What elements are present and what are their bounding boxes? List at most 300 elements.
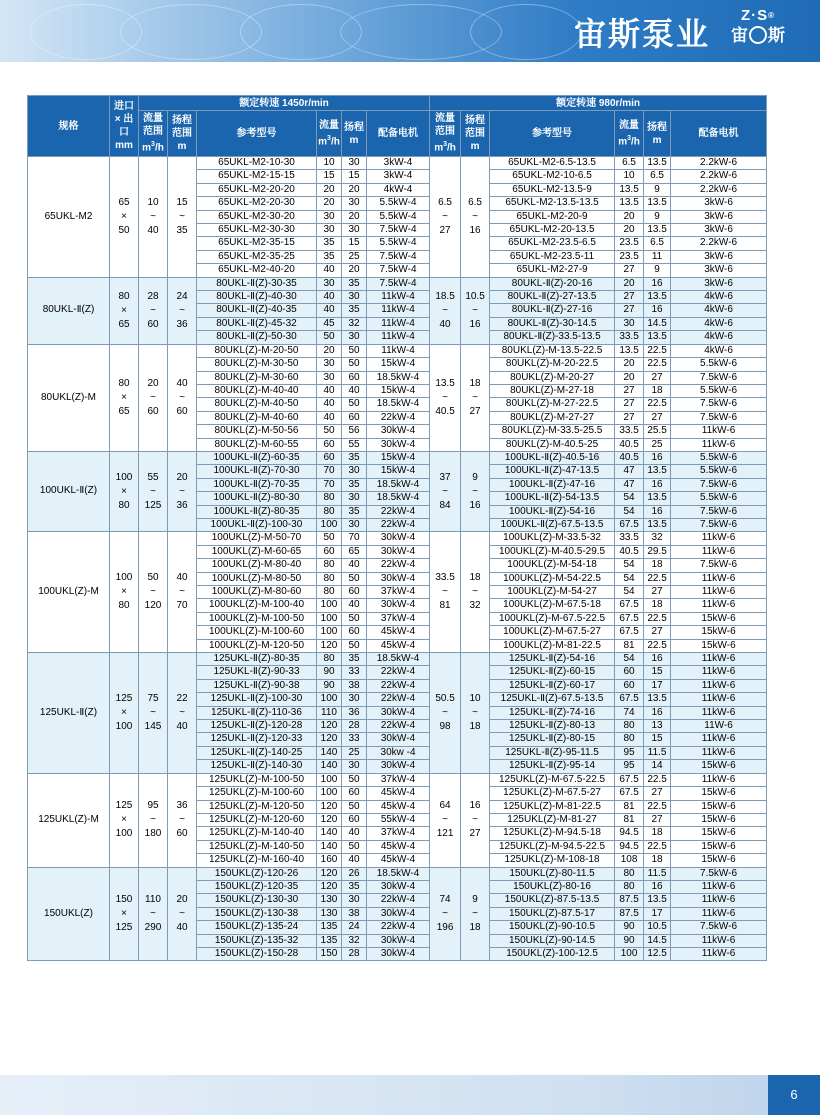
cell-flow-980: 74: [615, 706, 644, 719]
cell-head-980: 22.5: [644, 840, 671, 853]
cell-model-1450: 100UKL(Z)-M-60-65: [197, 545, 317, 558]
cell-motor-980: 5.5kW-6: [671, 358, 767, 371]
group-flow-range-980: 13.5 ~ 40.5: [430, 344, 461, 451]
cell-motor-980: 7.5kW-6: [671, 518, 767, 531]
cell-flow-980: 10: [615, 170, 644, 183]
cell-model-1450: 80UKL(Z)-M-40-40: [197, 384, 317, 397]
header-inlet: 进口 × 出口 mm: [110, 96, 139, 157]
cell-motor-1450: 11kW-4: [367, 344, 430, 357]
cell-flow-980: 67.5: [615, 787, 644, 800]
cell-head-1450: 38: [342, 907, 367, 920]
cell-head-980: 13.5: [644, 157, 671, 170]
group-spec: 65UKL-M2: [28, 157, 110, 278]
cell-head-1450: 15: [342, 237, 367, 250]
cell-model-980: 150UKL(Z)-80-11.5: [490, 867, 615, 880]
cell-flow-1450: 50: [317, 331, 342, 344]
cell-model-1450: 100UKL-Ⅱ(Z)-80-30: [197, 492, 317, 505]
cell-model-1450: 100UKL(Z)-M-50-70: [197, 532, 317, 545]
cell-head-1450: 32: [342, 934, 367, 947]
cell-head-980: 10.5: [644, 921, 671, 934]
cell-model-980: 150UKL(Z)-80-16: [490, 880, 615, 893]
cell-motor-980: 11kW-6: [671, 894, 767, 907]
cell-motor-980: 11kW-6: [671, 679, 767, 692]
cell-head-980: 17: [644, 679, 671, 692]
cell-model-1450: 65UKL-M2-35-25: [197, 250, 317, 263]
cell-flow-1450: 15: [317, 170, 342, 183]
table-row: [28, 157, 767, 170]
cell-motor-1450: 30kW-4: [367, 438, 430, 451]
cell-flow-1450: 35: [317, 250, 342, 263]
cell-flow-980: 80: [615, 867, 644, 880]
cell-flow-980: 67.5: [615, 773, 644, 786]
cell-flow-980: 100: [615, 947, 644, 960]
cell-motor-980: 15kW-6: [671, 760, 767, 773]
cell-model-1450: 65UKL-M2-10-30: [197, 157, 317, 170]
cell-model-980: 125UKL(Z)-M-94.5-18: [490, 827, 615, 840]
group-spec: 150UKL(Z): [28, 867, 110, 961]
cell-motor-1450: 22kW-4: [367, 666, 430, 679]
cell-head-980: 13.5: [644, 693, 671, 706]
cell-flow-980: 60: [615, 666, 644, 679]
table-row: [28, 451, 767, 464]
cell-model-980: 100UKL-Ⅱ(Z)-54-13.5: [490, 492, 615, 505]
cell-flow-1450: 10: [317, 157, 342, 170]
cell-motor-1450: 7.5kW-4: [367, 250, 430, 263]
spec-group: [28, 867, 767, 961]
cell-flow-1450: 100: [317, 693, 342, 706]
group-flow-range-1450: 28 ~ 60: [139, 277, 168, 344]
cell-model-1450: 65UKL-M2-30-20: [197, 210, 317, 223]
cell-flow-980: 13.5: [615, 197, 644, 210]
cell-head-980: 22.5: [644, 612, 671, 625]
cell-model-1450: 125UKL(Z)-M-140-50: [197, 840, 317, 853]
cell-motor-980: 15kW-6: [671, 854, 767, 867]
cell-model-1450: 80UKL-Ⅱ(Z)-45-32: [197, 317, 317, 330]
cell-flow-980: 30: [615, 317, 644, 330]
group-spec: 125UKL(Z)-M: [28, 773, 110, 867]
cell-model-1450: 100UKL-Ⅱ(Z)-70-35: [197, 478, 317, 491]
cell-motor-1450: 45kW-4: [367, 854, 430, 867]
header-speed-1450: 额定转速 1450r/min: [139, 96, 430, 111]
cell-flow-1450: 100: [317, 599, 342, 612]
cell-head-1450: 24: [342, 921, 367, 934]
cell-flow-1450: 80: [317, 505, 342, 518]
group-head-range-1450: 20 ~ 36: [168, 451, 197, 531]
cell-motor-1450: 30kW-4: [367, 599, 430, 612]
cell-head-1450: 33: [342, 666, 367, 679]
cell-motor-980: 3kW-6: [671, 277, 767, 290]
cell-head-1450: 50: [342, 840, 367, 853]
cell-head-1450: 25: [342, 746, 367, 759]
cell-motor-1450: 18.5kW-4: [367, 653, 430, 666]
cell-model-1450: 65UKL-M2-20-30: [197, 197, 317, 210]
group-head-range-1450: 40 ~ 60: [168, 344, 197, 451]
cell-head-980: 11: [644, 250, 671, 263]
cell-flow-980: 40.5: [615, 438, 644, 451]
cell-flow-1450: 60: [317, 451, 342, 464]
cell-motor-980: 7.5kW-6: [671, 411, 767, 424]
cell-model-980: 100UKL-Ⅱ(Z)-47-16: [490, 478, 615, 491]
cell-head-980: 13: [644, 720, 671, 733]
cell-model-1450: 65UKL-M2-30-30: [197, 224, 317, 237]
cell-head-1450: 33: [342, 733, 367, 746]
cell-head-1450: 25: [342, 250, 367, 263]
cell-head-1450: 40: [342, 384, 367, 397]
cell-head-980: 13.5: [644, 465, 671, 478]
cell-motor-1450: 22kW-4: [367, 559, 430, 572]
cell-motor-980: 11kW-6: [671, 425, 767, 438]
group-flow-range-980: 6.5 ~ 27: [430, 157, 461, 278]
group-head-range-980: 16 ~ 27: [461, 773, 490, 867]
cell-flow-1450: 80: [317, 492, 342, 505]
cell-head-980: 16: [644, 505, 671, 518]
cell-motor-1450: 30kW-4: [367, 733, 430, 746]
cell-motor-980: 4kW-6: [671, 317, 767, 330]
cell-model-980: 100UKL(Z)-M-33.5-32: [490, 532, 615, 545]
cell-head-1450: 50: [342, 344, 367, 357]
cell-motor-1450: 30kW-4: [367, 947, 430, 960]
cell-model-1450: 150UKL(Z)-135-32: [197, 934, 317, 947]
cell-head-980: 27: [644, 586, 671, 599]
cell-head-1450: 40: [342, 599, 367, 612]
cell-flow-980: 40.5: [615, 451, 644, 464]
cell-motor-1450: 30kW-4: [367, 425, 430, 438]
cell-motor-980: 4kW-6: [671, 304, 767, 317]
cell-model-980: 125UKL-Ⅱ(Z)-80-15: [490, 733, 615, 746]
cell-flow-1450: 30: [317, 210, 342, 223]
group-flow-range-980: 64 ~ 121: [430, 773, 461, 867]
cell-flow-980: 94.5: [615, 827, 644, 840]
cell-flow-980: 23.5: [615, 250, 644, 263]
cell-motor-1450: 15kW-4: [367, 358, 430, 371]
cell-model-980: 80UKL(Z)-M-27-27: [490, 411, 615, 424]
cell-flow-980: 54: [615, 586, 644, 599]
group-inlet: 100 × 80: [110, 532, 139, 653]
cell-flow-1450: 40: [317, 411, 342, 424]
cell-model-980: 100UKL(Z)-M-54-27: [490, 586, 615, 599]
cell-motor-1450: 22kW-4: [367, 518, 430, 531]
cell-flow-1450: 50: [317, 425, 342, 438]
header-head: 扬程 m: [342, 111, 367, 157]
pump-spec-table: [27, 95, 767, 961]
cell-flow-980: 81: [615, 800, 644, 813]
cell-motor-980: 7.5kW-6: [671, 559, 767, 572]
cell-flow-1450: 120: [317, 813, 342, 826]
cell-motor-980: 11kW-6: [671, 438, 767, 451]
cell-head-1450: 35: [342, 505, 367, 518]
cell-model-1450: 65UKL-M2-15-15: [197, 170, 317, 183]
cell-motor-980: 15kW-6: [671, 626, 767, 639]
cell-model-1450: 125UKL-Ⅱ(Z)-100-30: [197, 693, 317, 706]
cell-head-980: 13.5: [644, 492, 671, 505]
cell-head-980: 16: [644, 304, 671, 317]
cell-model-1450: 125UKL-Ⅱ(Z)-90-38: [197, 679, 317, 692]
cell-model-1450: 100UKL-Ⅱ(Z)-60-35: [197, 451, 317, 464]
group-head-range-980: 18 ~ 32: [461, 532, 490, 653]
cell-model-980: 150UKL(Z)-87.5-13.5: [490, 894, 615, 907]
cell-motor-980: 2.2kW-6: [671, 237, 767, 250]
cell-flow-980: 80: [615, 720, 644, 733]
cell-flow-1450: 40: [317, 304, 342, 317]
cell-motor-1450: 11kW-4: [367, 317, 430, 330]
cell-head-980: 14.5: [644, 934, 671, 947]
group-head-range-1450: 15 ~ 35: [168, 157, 197, 278]
group-flow-range-980: 33.5 ~ 81: [430, 532, 461, 653]
cell-head-1450: 26: [342, 867, 367, 880]
cell-model-1450: 80UKL-Ⅱ(Z)-40-30: [197, 291, 317, 304]
cell-flow-1450: 135: [317, 921, 342, 934]
cell-motor-980: 3kW-6: [671, 264, 767, 277]
cell-flow-980: 54: [615, 653, 644, 666]
cell-motor-1450: 11kW-4: [367, 331, 430, 344]
cell-motor-1450: 45kW-4: [367, 626, 430, 639]
logo-ring-icon: [749, 26, 767, 44]
group-inlet: 80 × 65: [110, 344, 139, 451]
cell-head-1450: 70: [342, 532, 367, 545]
cell-motor-1450: 7.5kW-4: [367, 224, 430, 237]
cell-head-980: 27: [644, 411, 671, 424]
cell-model-1450: 150UKL(Z)-150-28: [197, 947, 317, 960]
cell-flow-980: 95: [615, 746, 644, 759]
header-model: 参考型号: [197, 111, 317, 157]
cell-flow-980: 54: [615, 492, 644, 505]
cell-motor-1450: 30kW-4: [367, 706, 430, 719]
cell-model-1450: 80UKL(Z)-M-50-56: [197, 425, 317, 438]
cell-motor-1450: 37kW-4: [367, 827, 430, 840]
cell-motor-980: 7.5kW-6: [671, 921, 767, 934]
cell-model-980: 65UKL-M2-23.5-11: [490, 250, 615, 263]
cell-model-1450: 80UKL(Z)-M-60-55: [197, 438, 317, 451]
cell-motor-1450: 11kW-4: [367, 291, 430, 304]
cell-model-980: 100UKL-Ⅱ(Z)-47-13.5: [490, 465, 615, 478]
cell-head-1450: 50: [342, 800, 367, 813]
cell-head-1450: 28: [342, 947, 367, 960]
cell-motor-1450: 45kW-4: [367, 800, 430, 813]
cell-model-1450: 150UKL(Z)-120-35: [197, 880, 317, 893]
cell-head-980: 22.5: [644, 800, 671, 813]
cell-model-1450: 150UKL(Z)-135-24: [197, 921, 317, 934]
cell-motor-980: 2.2kW-6: [671, 183, 767, 196]
cell-model-980: 100UKL(Z)-M-40.5-29.5: [490, 545, 615, 558]
registered-mark: ®: [768, 11, 776, 20]
cell-motor-1450: 30kW-4: [367, 760, 430, 773]
table-row: [28, 653, 767, 666]
group-head-range-1450: 20 ~ 40: [168, 867, 197, 961]
cell-head-980: 29.5: [644, 545, 671, 558]
cell-flow-1450: 30: [317, 358, 342, 371]
cell-model-980: 80UKL-Ⅱ(Z)-27-13.5: [490, 291, 615, 304]
cell-motor-980: 7.5kW-6: [671, 505, 767, 518]
cell-head-980: 11.5: [644, 746, 671, 759]
cell-flow-1450: 120: [317, 720, 342, 733]
cell-flow-1450: 135: [317, 934, 342, 947]
cell-flow-1450: 130: [317, 907, 342, 920]
cell-motor-1450: 22kW-4: [367, 720, 430, 733]
cell-model-980: 125UKL-Ⅱ(Z)-60-15: [490, 666, 615, 679]
cell-head-980: 9: [644, 210, 671, 223]
cell-motor-1450: 45kW-4: [367, 639, 430, 652]
cell-flow-1450: 90: [317, 666, 342, 679]
cell-motor-1450: 22kW-4: [367, 921, 430, 934]
cell-motor-980: 11kW-6: [671, 693, 767, 706]
cell-model-1450: 100UKL(Z)-M-80-60: [197, 586, 317, 599]
cell-flow-980: 67.5: [615, 626, 644, 639]
cell-head-1450: 56: [342, 425, 367, 438]
cell-flow-1450: 120: [317, 867, 342, 880]
cell-head-980: 13.5: [644, 197, 671, 210]
cell-motor-1450: 37kW-4: [367, 586, 430, 599]
cell-flow-980: 13.5: [615, 183, 644, 196]
cell-motor-1450: 3kW-4: [367, 170, 430, 183]
cell-head-980: 22.5: [644, 398, 671, 411]
cell-motor-1450: 4kW-4: [367, 183, 430, 196]
cell-head-980: 18: [644, 599, 671, 612]
cell-head-980: 16: [644, 706, 671, 719]
cell-head-1450: 30: [342, 760, 367, 773]
cell-flow-1450: 40: [317, 264, 342, 277]
cell-flow-1450: 160: [317, 854, 342, 867]
group-flow-range-980: 37 ~ 84: [430, 451, 461, 531]
cell-motor-980: 11kW-6: [671, 653, 767, 666]
cell-model-980: 80UKL(Z)-M-13.5-22.5: [490, 344, 615, 357]
header-spec: 规格: [28, 96, 110, 157]
cell-motor-980: 15kW-6: [671, 840, 767, 853]
cell-model-1450: 150UKL(Z)-120-26: [197, 867, 317, 880]
cell-motor-980: 11kW-6: [671, 572, 767, 585]
cell-model-980: 80UKL(Z)-M-40.5-25: [490, 438, 615, 451]
cell-model-1450: 125UKL(Z)-M-120-60: [197, 813, 317, 826]
cell-head-1450: 35: [342, 277, 367, 290]
cell-flow-980: 80: [615, 733, 644, 746]
cell-motor-980: 4kW-6: [671, 331, 767, 344]
cell-motor-980: 4kW-6: [671, 344, 767, 357]
header-head: 扬程 m: [644, 111, 671, 157]
header-flow-range: 流量 范围 $m^3/h$: [139, 111, 168, 157]
cell-motor-980: 11kW-6: [671, 880, 767, 893]
cell-motor-1450: 15kW-4: [367, 451, 430, 464]
cell-flow-980: 20: [615, 371, 644, 384]
cell-motor-980: 15kW-6: [671, 800, 767, 813]
cell-motor-980: 11kW-6: [671, 947, 767, 960]
header-head-range: 扬程 范围 m: [168, 111, 197, 157]
cell-motor-1450: 5.5kW-4: [367, 210, 430, 223]
cell-model-1450: 80UKL(Z)-M-30-60: [197, 371, 317, 384]
cell-flow-980: 54: [615, 505, 644, 518]
cell-head-1450: 30: [342, 693, 367, 706]
cell-model-980: 80UKL(Z)-M-27-18: [490, 384, 615, 397]
page-number: 6: [768, 1075, 820, 1115]
cell-head-1450: 30: [342, 518, 367, 531]
cell-flow-1450: 20: [317, 197, 342, 210]
cell-head-980: 27: [644, 813, 671, 826]
group-spec: 125UKL-Ⅱ(Z): [28, 653, 110, 774]
cell-model-980: 100UKL(Z)-M-54-18: [490, 559, 615, 572]
header-flow: 流量 $m^3/h$: [317, 111, 342, 157]
cell-flow-980: 27: [615, 384, 644, 397]
cell-head-980: 18: [644, 827, 671, 840]
cell-flow-1450: 45: [317, 317, 342, 330]
cell-head-980: 11.5: [644, 867, 671, 880]
cell-flow-1450: 120: [317, 733, 342, 746]
cell-flow-1450: 120: [317, 880, 342, 893]
cell-motor-980: 15kW-6: [671, 612, 767, 625]
cell-head-980: 18: [644, 384, 671, 397]
cell-head-1450: 65: [342, 545, 367, 558]
page-footer: [0, 1075, 820, 1115]
cell-flow-1450: 140: [317, 840, 342, 853]
cell-head-980: 13.5: [644, 331, 671, 344]
cell-motor-980: 11kW-6: [671, 706, 767, 719]
cell-motor-980: 7.5kW-6: [671, 867, 767, 880]
cell-flow-980: 27: [615, 398, 644, 411]
cell-flow-1450: 140: [317, 746, 342, 759]
cell-model-980: 125UKL(Z)-M-108-18: [490, 854, 615, 867]
cell-motor-980: 5.5kW-6: [671, 384, 767, 397]
table-row: [28, 867, 767, 880]
spec-group: [28, 653, 767, 774]
cell-motor-1450: 22kW-4: [367, 894, 430, 907]
cell-flow-1450: 130: [317, 894, 342, 907]
cell-flow-980: 81: [615, 813, 644, 826]
cell-model-980: 65UKL-M2-13.5-9: [490, 183, 615, 196]
cell-flow-980: 87.5: [615, 907, 644, 920]
cell-model-980: 80UKL-Ⅱ(Z)-27-16: [490, 304, 615, 317]
cell-head-980: 15: [644, 733, 671, 746]
cell-flow-1450: 30: [317, 224, 342, 237]
cell-head-1450: 32: [342, 317, 367, 330]
table-row: [28, 773, 767, 786]
cell-model-1450: 100UKL(Z)-M-120-50: [197, 639, 317, 652]
header-flow: 流量 $m^3/h$: [615, 111, 644, 157]
cell-flow-1450: 100: [317, 612, 342, 625]
cell-head-980: 22.5: [644, 639, 671, 652]
cell-head-980: 16: [644, 880, 671, 893]
group-spec: 100UKL(Z)-M: [28, 532, 110, 653]
cell-head-1450: 30: [342, 291, 367, 304]
cell-flow-1450: 140: [317, 827, 342, 840]
cell-head-980: 6.5: [644, 237, 671, 250]
cell-motor-980: 11kW-6: [671, 773, 767, 786]
cell-model-980: 100UKL(Z)-M-67.5-22.5: [490, 612, 615, 625]
cell-motor-1450: 22kW-4: [367, 505, 430, 518]
cell-flow-980: 87.5: [615, 894, 644, 907]
cell-model-1450: 65UKL-M2-35-15: [197, 237, 317, 250]
cell-model-1450: 125UKL-Ⅱ(Z)-90-33: [197, 666, 317, 679]
cell-head-980: 18: [644, 854, 671, 867]
cell-head-1450: 40: [342, 559, 367, 572]
cell-head-1450: 30: [342, 331, 367, 344]
cell-model-1450: 150UKL(Z)-130-38: [197, 907, 317, 920]
cell-model-1450: 100UKL(Z)-M-80-40: [197, 559, 317, 572]
cell-flow-980: 67.5: [615, 612, 644, 625]
cell-head-980: 18: [644, 559, 671, 572]
cell-motor-1450: 30kw -4: [367, 746, 430, 759]
cell-flow-980: 20: [615, 277, 644, 290]
cell-motor-1450: 30kW-4: [367, 572, 430, 585]
cell-head-980: 13.5: [644, 894, 671, 907]
cell-flow-1450: 20: [317, 344, 342, 357]
cell-head-980: 14.5: [644, 317, 671, 330]
cell-motor-1450: 15kW-4: [367, 465, 430, 478]
group-inlet: 125 × 100: [110, 773, 139, 867]
cell-model-980: 65UKL-M2-27-9: [490, 264, 615, 277]
cell-head-1450: 30: [342, 465, 367, 478]
cell-flow-1450: 100: [317, 787, 342, 800]
cell-model-980: 125UKL-Ⅱ(Z)-67.5-13.5: [490, 693, 615, 706]
cell-flow-1450: 40: [317, 291, 342, 304]
cell-motor-1450: 45kW-4: [367, 787, 430, 800]
cell-model-980: 80UKL(Z)-M-20-27: [490, 371, 615, 384]
